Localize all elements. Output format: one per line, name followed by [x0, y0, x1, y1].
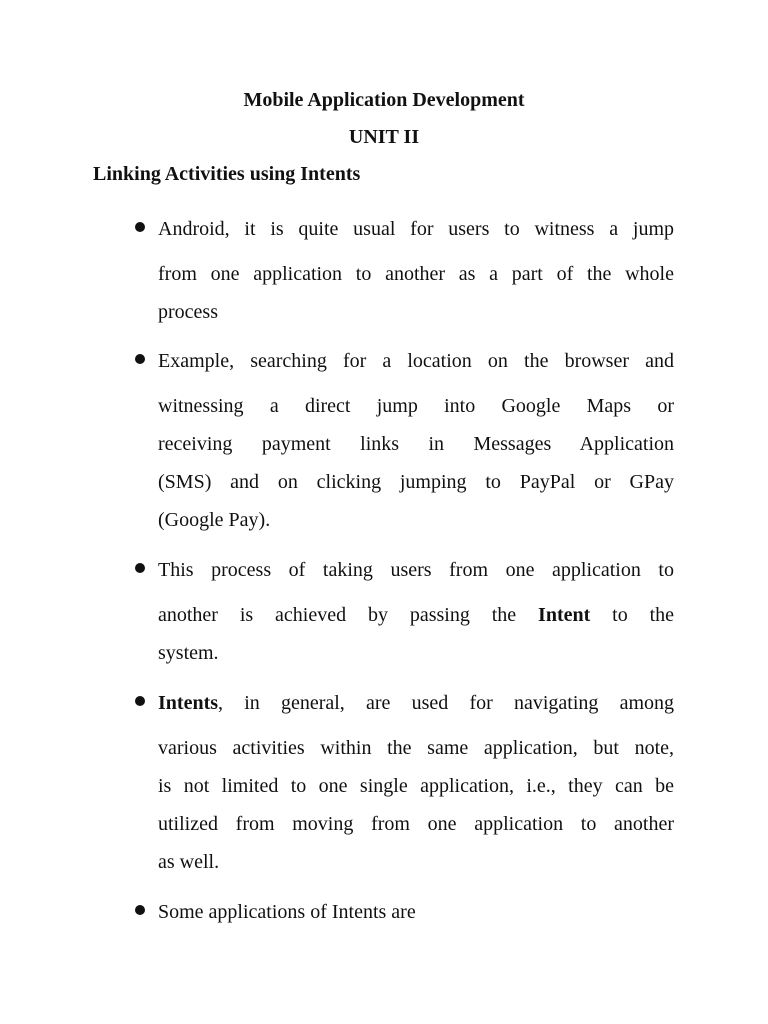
bullet-item: [158, 551, 674, 672]
bullet-dot-icon: [135, 222, 145, 232]
intent-term: Intent: [538, 604, 591, 626]
bullet-line-part: to the: [612, 604, 674, 626]
bullet-line: [158, 596, 674, 634]
bullet-line: (Google Pay).: [158, 509, 271, 531]
bullet-line: utilized from moving from one application to another: [158, 813, 674, 835]
bullet-dot-icon: [135, 563, 145, 573]
bullet-item: [158, 210, 674, 331]
bullet-line: as well.: [158, 851, 220, 873]
bullet-line: Android, it is quite usual for users to witness a jump: [158, 218, 674, 240]
section-heading: Linking Activities using Intents: [93, 163, 361, 185]
bullet-line: receiving payment links in Messages Application: [158, 433, 674, 455]
bullet-line: process: [158, 301, 218, 323]
unit-label: UNIT II: [348, 126, 420, 148]
bullet-line-part: another is achieved by passing the: [158, 604, 517, 626]
bullet-line: This process of taking users from one application to: [158, 559, 674, 581]
bullet-line: various activities within the same application, but note,: [158, 737, 674, 759]
document-title: Mobile Application Development: [243, 89, 525, 111]
bullet-line-part: , in general, are used for navigating among: [218, 692, 674, 714]
bullet-item: [158, 684, 674, 881]
bullet-line: witnessing a direct jump into Google Maps or: [158, 395, 674, 417]
bullet-line: is not limited to one single application, i.e., they can be: [158, 775, 674, 797]
bullet-line: from one application to another as a part of the whole: [158, 263, 674, 285]
bullet-line: [158, 684, 674, 729]
intents-term: Intents: [158, 692, 219, 714]
bullet-line: Example, searching for a location on the browser and: [158, 350, 674, 372]
bullet-line: system.: [158, 642, 219, 664]
bullet-item: [158, 893, 674, 931]
bullet-dot-icon: [135, 905, 145, 915]
bullet-dot-icon: [135, 696, 145, 706]
bullet-item: [158, 342, 674, 539]
bullet-line: (SMS) and on clicking jumping to PayPal or GPay: [158, 471, 674, 493]
bullet-dot-icon: [135, 354, 145, 364]
bullet-line: Some applications of Intents are: [158, 901, 416, 923]
